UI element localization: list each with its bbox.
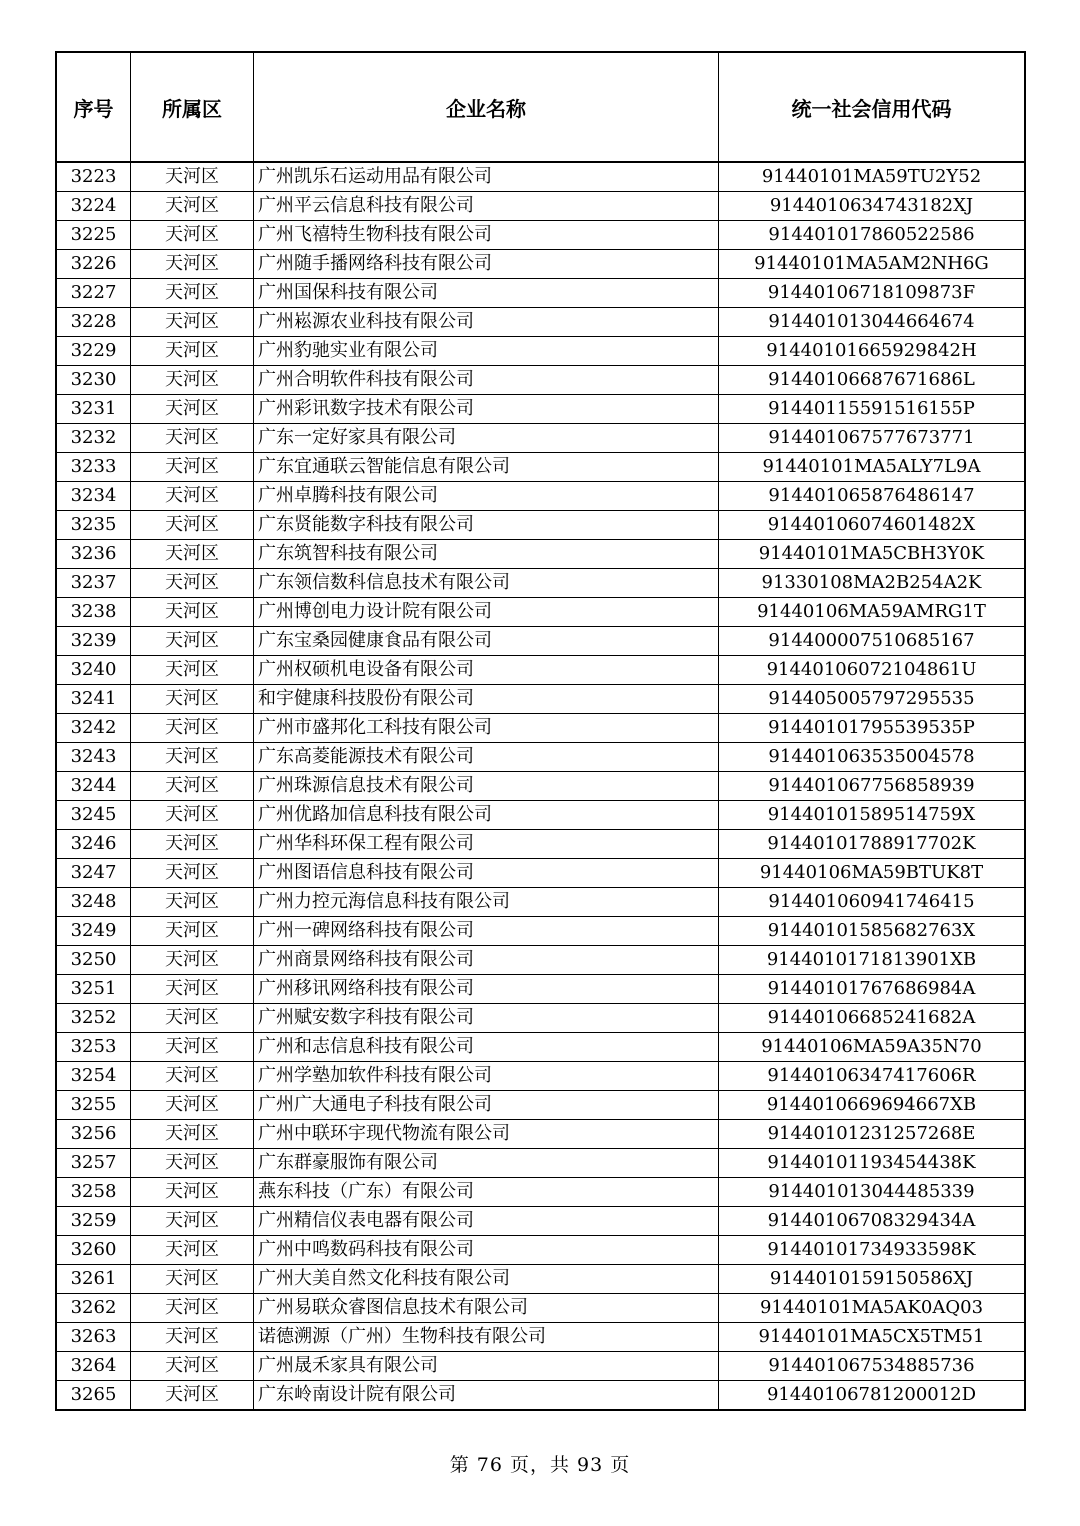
cell-company-name: 广东宝桑园健康食品有限公司 (254, 627, 719, 656)
cell-company-name: 广州赋安数字科技有限公司 (254, 1004, 719, 1033)
cell-seq: 3262 (56, 1294, 131, 1323)
cell-company-name: 广州博创电力设计院有限公司 (254, 598, 719, 627)
cell-company-name: 广州崧源农业科技有限公司 (254, 308, 719, 337)
cell-company-name: 广州卓腾科技有限公司 (254, 482, 719, 511)
table-row (56, 1265, 1025, 1294)
cell-district: 天河区 (131, 743, 254, 772)
cell-company-name: 广州合明软件科技有限公司 (254, 366, 719, 395)
cell-district: 天河区 (131, 975, 254, 1004)
cell-company-name: 广州晟禾家具有限公司 (254, 1352, 719, 1381)
cell-company-name: 广州中联环宇现代物流有限公司 (254, 1120, 719, 1149)
table-row (56, 1004, 1025, 1033)
cell-credit-code: 91440101MA5AK0AQ03 (719, 1294, 1026, 1323)
cell-company-name: 诺德溯源（广州）生物科技有限公司 (254, 1323, 719, 1352)
cell-credit-code: 91440115591516155P (719, 395, 1026, 424)
table-row (56, 1178, 1025, 1207)
cell-credit-code: 91440106685241682A (719, 1004, 1026, 1033)
cell-company-name: 广东群豪服饰有限公司 (254, 1149, 719, 1178)
cell-company-name: 广州和志信息科技有限公司 (254, 1033, 719, 1062)
cell-seq: 3261 (56, 1265, 131, 1294)
table-row (56, 772, 1025, 801)
cell-district: 天河区 (131, 511, 254, 540)
table-row (56, 743, 1025, 772)
cell-credit-code: 91440101795539535P (719, 714, 1026, 743)
table-row (56, 656, 1025, 685)
cell-district: 天河区 (131, 1323, 254, 1352)
cell-company-name: 广州力控元海信息科技有限公司 (254, 888, 719, 917)
cell-district: 天河区 (131, 221, 254, 250)
cell-credit-code: 91440106072104861U (719, 656, 1026, 685)
table-row (56, 1352, 1025, 1381)
cell-seq: 3242 (56, 714, 131, 743)
cell-district: 天河区 (131, 1091, 254, 1120)
cell-company-name: 广州中鸣数码科技有限公司 (254, 1236, 719, 1265)
cell-district: 天河区 (131, 308, 254, 337)
cell-district: 天河区 (131, 1178, 254, 1207)
cell-company-name: 广州大美自然文化科技有限公司 (254, 1265, 719, 1294)
cell-credit-code: 91440101MA5CBH3Y0K (719, 540, 1026, 569)
table-header (56, 52, 1025, 162)
cell-company-name: 广东一定好家具有限公司 (254, 424, 719, 453)
table-row (56, 1236, 1025, 1265)
cell-seq: 3246 (56, 830, 131, 859)
cell-credit-code: 91440106708329434A (719, 1207, 1026, 1236)
header-row (56, 52, 1025, 162)
cell-seq: 3240 (56, 656, 131, 685)
cell-district: 天河区 (131, 1062, 254, 1091)
cell-credit-code: 91440106MA59BTUK8T (719, 859, 1026, 888)
table-row (56, 279, 1025, 308)
cell-company-name: 广东筑智科技有限公司 (254, 540, 719, 569)
table-row (56, 482, 1025, 511)
cell-district: 天河区 (131, 366, 254, 395)
cell-company-name: 广州移讯网络科技有限公司 (254, 975, 719, 1004)
table-row (56, 1294, 1025, 1323)
table-row (56, 685, 1025, 714)
cell-district: 天河区 (131, 482, 254, 511)
cell-district: 天河区 (131, 337, 254, 366)
cell-credit-code: 91440106074601482X (719, 511, 1026, 540)
cell-credit-code: 9144010171813901XB (719, 946, 1026, 975)
table-row (56, 946, 1025, 975)
table-row (56, 1033, 1025, 1062)
cell-district: 天河区 (131, 830, 254, 859)
cell-credit-code: 91440101734933598K (719, 1236, 1026, 1265)
table-row (56, 975, 1025, 1004)
cell-district: 天河区 (131, 1236, 254, 1265)
cell-company-name: 广州权硕机电设备有限公司 (254, 656, 719, 685)
cell-seq: 3238 (56, 598, 131, 627)
cell-seq: 3244 (56, 772, 131, 801)
cell-credit-code: 914401067534885736 (719, 1352, 1026, 1381)
table-row (56, 366, 1025, 395)
cell-credit-code: 91440101MA59TU2Y52 (719, 162, 1026, 192)
cell-district: 天河区 (131, 192, 254, 221)
cell-credit-code: 914401013044485339 (719, 1178, 1026, 1207)
cell-company-name: 广州豹驰实业有限公司 (254, 337, 719, 366)
cell-company-name: 广州彩讯数字技术有限公司 (254, 395, 719, 424)
cell-seq: 3227 (56, 279, 131, 308)
cell-company-name: 广州国保科技有限公司 (254, 279, 719, 308)
cell-district: 天河区 (131, 917, 254, 946)
cell-seq: 3235 (56, 511, 131, 540)
cell-credit-code: 91440101MA5CX5TM51 (719, 1323, 1026, 1352)
cell-district: 天河区 (131, 1120, 254, 1149)
cell-district: 天河区 (131, 627, 254, 656)
cell-credit-code: 91440101MA5ALY7L9A (719, 453, 1026, 482)
cell-seq: 3225 (56, 221, 131, 250)
cell-credit-code: 91330108MA2B254A2K (719, 569, 1026, 598)
cell-seq: 3249 (56, 917, 131, 946)
cell-seq: 3253 (56, 1033, 131, 1062)
cell-seq: 3230 (56, 366, 131, 395)
cell-credit-code: 914401060941746415 (719, 888, 1026, 917)
table-row (56, 192, 1025, 221)
cell-company-name: 广州市盛邦化工科技有限公司 (254, 714, 719, 743)
cell-district: 天河区 (131, 685, 254, 714)
cell-company-name: 广州精信仪表电器有限公司 (254, 1207, 719, 1236)
cell-credit-code: 914401013044664674 (719, 308, 1026, 337)
cell-credit-code: 914401063535004578 (719, 743, 1026, 772)
cell-district: 天河区 (131, 424, 254, 453)
cell-company-name: 广州广大通电子科技有限公司 (254, 1091, 719, 1120)
cell-credit-code: 91440106MA59AMRG1T (719, 598, 1026, 627)
cell-seq: 3251 (56, 975, 131, 1004)
table-row (56, 801, 1025, 830)
cell-district: 天河区 (131, 888, 254, 917)
table-row (56, 1207, 1025, 1236)
table-row (56, 511, 1025, 540)
cell-seq: 3228 (56, 308, 131, 337)
table-row (56, 1062, 1025, 1091)
table-row (56, 1120, 1025, 1149)
cell-credit-code: 9144010159150586XJ (719, 1265, 1026, 1294)
page-number: 第 76 页，共 93 页 (449, 1454, 631, 1476)
cell-credit-code: 914401065876486147 (719, 482, 1026, 511)
cell-district: 天河区 (131, 1381, 254, 1411)
table-row (56, 221, 1025, 250)
cell-company-name: 广东贤能数字科技有限公司 (254, 511, 719, 540)
cell-seq: 3256 (56, 1120, 131, 1149)
cell-seq: 3259 (56, 1207, 131, 1236)
cell-seq: 3245 (56, 801, 131, 830)
table-row (56, 888, 1025, 917)
cell-company-name: 广州随手播网络科技有限公司 (254, 250, 719, 279)
cell-district: 天河区 (131, 946, 254, 975)
cell-district: 天河区 (131, 656, 254, 685)
cell-seq: 3237 (56, 569, 131, 598)
cell-district: 天河区 (131, 395, 254, 424)
cell-credit-code: 914401017860522586 (719, 221, 1026, 250)
cell-credit-code: 91440101MA5AM2NH6G (719, 250, 1026, 279)
cell-credit-code: 914405005797295535 (719, 685, 1026, 714)
cell-company-name: 广州凯乐石运动用品有限公司 (254, 162, 719, 192)
cell-district: 天河区 (131, 714, 254, 743)
cell-district: 天河区 (131, 1207, 254, 1236)
table-row (56, 1091, 1025, 1120)
cell-district: 天河区 (131, 772, 254, 801)
cell-credit-code: 914401067577673771 (719, 424, 1026, 453)
table-row (56, 859, 1025, 888)
cell-company-name: 燕东科技（广东）有限公司 (254, 1178, 719, 1207)
cell-company-name: 广州学塾加软件科技有限公司 (254, 1062, 719, 1091)
cell-credit-code: 9144010634743182XJ (719, 192, 1026, 221)
table-row (56, 714, 1025, 743)
table-row (56, 540, 1025, 569)
enterprise-table (55, 51, 1026, 1411)
cell-seq: 3252 (56, 1004, 131, 1033)
cell-seq: 3231 (56, 395, 131, 424)
table-row (56, 453, 1025, 482)
cell-credit-code: 91440101193454438K (719, 1149, 1026, 1178)
cell-district: 天河区 (131, 801, 254, 830)
cell-credit-code: 9144010669694667XB (719, 1091, 1026, 1120)
cell-district: 天河区 (131, 279, 254, 308)
header-credit-code: 统一社会信用代码 (719, 52, 1026, 162)
cell-seq: 3258 (56, 1178, 131, 1207)
cell-seq: 3247 (56, 859, 131, 888)
header-seq: 序号 (56, 52, 131, 162)
cell-company-name: 广州珠源信息技术有限公司 (254, 772, 719, 801)
cell-seq: 3236 (56, 540, 131, 569)
cell-company-name: 广州平云信息科技有限公司 (254, 192, 719, 221)
cell-district: 天河区 (131, 1149, 254, 1178)
table-row (56, 830, 1025, 859)
cell-seq: 3223 (56, 162, 131, 192)
cell-seq: 3229 (56, 337, 131, 366)
cell-district: 天河区 (131, 540, 254, 569)
cell-seq: 3260 (56, 1236, 131, 1265)
table-row (56, 627, 1025, 656)
table-row (56, 1149, 1025, 1178)
cell-company-name: 广州优路加信息科技有限公司 (254, 801, 719, 830)
cell-district: 天河区 (131, 1004, 254, 1033)
cell-seq: 3232 (56, 424, 131, 453)
cell-seq: 3250 (56, 946, 131, 975)
cell-district: 天河区 (131, 598, 254, 627)
cell-district: 天河区 (131, 569, 254, 598)
table-row (56, 1323, 1025, 1352)
cell-seq: 3254 (56, 1062, 131, 1091)
cell-seq: 3241 (56, 685, 131, 714)
table-row (56, 395, 1025, 424)
table-row (56, 162, 1025, 192)
cell-seq: 3233 (56, 453, 131, 482)
table-row (56, 250, 1025, 279)
cell-seq: 3239 (56, 627, 131, 656)
cell-district: 天河区 (131, 453, 254, 482)
cell-company-name: 广东领信数科信息技术有限公司 (254, 569, 719, 598)
header-district: 所属区 (131, 52, 254, 162)
cell-seq: 3234 (56, 482, 131, 511)
table-row (56, 917, 1025, 946)
cell-company-name: 广州图语信息科技有限公司 (254, 859, 719, 888)
table-row (56, 1381, 1025, 1411)
cell-credit-code: 91440106MA59A35N70 (719, 1033, 1026, 1062)
cell-seq: 3265 (56, 1381, 131, 1411)
cell-credit-code: 91440101585682763X (719, 917, 1026, 946)
table-body (56, 162, 1025, 1410)
cell-company-name: 广东宜通联云智能信息有限公司 (254, 453, 719, 482)
cell-seq: 3255 (56, 1091, 131, 1120)
cell-credit-code: 91440101665929842H (719, 337, 1026, 366)
cell-company-name: 和宇健康科技股份有限公司 (254, 685, 719, 714)
cell-seq: 3224 (56, 192, 131, 221)
table-row (56, 569, 1025, 598)
cell-district: 天河区 (131, 162, 254, 192)
cell-company-name: 广东高菱能源技术有限公司 (254, 743, 719, 772)
cell-credit-code: 91440101589514759X (719, 801, 1026, 830)
cell-credit-code: 91440101231257268E (719, 1120, 1026, 1149)
cell-company-name: 广州一碑网络科技有限公司 (254, 917, 719, 946)
cell-credit-code: 91440106781200012D (719, 1381, 1026, 1411)
table-row (56, 308, 1025, 337)
cell-credit-code: 91440106718109873F (719, 279, 1026, 308)
cell-district: 天河区 (131, 1033, 254, 1062)
cell-seq: 3226 (56, 250, 131, 279)
cell-credit-code: 914400007510685167 (719, 627, 1026, 656)
table-row (56, 337, 1025, 366)
cell-credit-code: 91440106687671686L (719, 366, 1026, 395)
cell-seq: 3243 (56, 743, 131, 772)
cell-district: 天河区 (131, 1265, 254, 1294)
header-company-name: 企业名称 (254, 52, 719, 162)
cell-seq: 3264 (56, 1352, 131, 1381)
cell-seq: 3257 (56, 1149, 131, 1178)
cell-seq: 3263 (56, 1323, 131, 1352)
cell-credit-code: 91440101788917702K (719, 830, 1026, 859)
cell-company-name: 广东岭南设计院有限公司 (254, 1381, 719, 1411)
cell-district: 天河区 (131, 1294, 254, 1323)
cell-district: 天河区 (131, 1352, 254, 1381)
cell-credit-code: 91440106347417606R (719, 1062, 1026, 1091)
cell-company-name: 广州商景网络科技有限公司 (254, 946, 719, 975)
table-row (56, 598, 1025, 627)
cell-company-name: 广州飞禧特生物科技有限公司 (254, 221, 719, 250)
table-row (56, 424, 1025, 453)
cell-seq: 3248 (56, 888, 131, 917)
cell-credit-code: 914401067756858939 (719, 772, 1026, 801)
cell-district: 天河区 (131, 859, 254, 888)
cell-company-name: 广州华科环保工程有限公司 (254, 830, 719, 859)
cell-company-name: 广州易联众睿图信息技术有限公司 (254, 1294, 719, 1323)
cell-district: 天河区 (131, 250, 254, 279)
cell-credit-code: 91440101767686984A (719, 975, 1026, 1004)
